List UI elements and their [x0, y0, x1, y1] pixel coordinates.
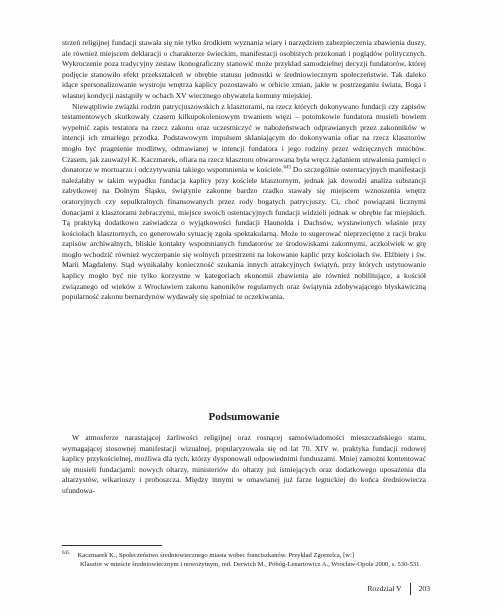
paragraph-text: Niewątpliwie związki rodzin patrycjuszowskich z klasztorami, na rzecz których dokonywano fundacji czy zapisów testamentowych skutkowały czasem kilkupokoleniowym trwaniem więzi – potomkowie fundatora musieli bowiem wypełnić zapis testatora na rzecz zakonu oraz uczestniczyć w nabożeństwach odprawianych przez zakonników w intencji ich zmarłego przodka. Podstawowym impulsem skłaniającym do dokonywania ofiar na rzecz klasztorów mogło być pragnienie modlitwy, odmawianej w intencji fundatora i jego rodziny przez wdzięcznych mnichów. Czasem, jak zauważył K. Kaczmarek, ofiara na rzecz klasztoru obwarowana była wręcz żądaniem utrwalenia pamięci o donatorze w mortuarzu i odczytywania takiego wspomnienia w kościele.	[62, 101, 426, 175]
page-number: 203	[418, 584, 430, 593]
paragraph	[62, 102, 426, 303]
section-text-block	[62, 433, 426, 497]
footnote-reference: 645	[283, 165, 291, 171]
footnote	[62, 551, 426, 569]
page-footer	[367, 583, 430, 595]
section-heading: Podsumowanie	[208, 411, 280, 423]
footnote-divider	[62, 545, 162, 546]
chapter-label: Rozdział V	[367, 583, 410, 595]
footnote-text: Klasztor w mieście średniowiecznym i nowożytnym, red. Derwich M., Pobóg-Lenartowicz A., Wrocław-Opole 2000, s. 530-531.	[80, 561, 422, 568]
main-text-block	[62, 38, 426, 303]
footnote-number: 645	[62, 550, 70, 556]
paragraph: W atmosferze narastającej żarliwości religijnej oraz rosnącej samoświadomości mieszczańskiego stanu, wymagającej stosownej manifestacji wizualnej, popularyzowała się od lat 70. XIV w. praktyka fundacji rodowej kaplicy przykościelnej, możliwa dla tych, którzy dysponowali odpowiednimi funduszami. Mniej zamożni kontentować się musieli fundacjami: nowych ołtarzy, ministeriów do ołtarzy już istniejących oraz dodatkowego uposażenia dla altarzystów, wikariuszy i proboszcza. Między innymi w omawianej już farze legnickiej do końca średniowiecza ufundowa-	[62, 433, 426, 495]
footnote-text: Kaczmarek K., Społeczeństwo średniowiecznego miasta wobec franciszkanów. Przykład Zgorzelca, [w:]	[77, 552, 355, 559]
paragraph: strzeń religijnej fundacji stawała się nie tylko środkiem wyznania wiary i narzędziem zabezpieczenia zbawienia duszy, ale również miejscem deklaracji o charakterze świeckim, manifestacji osobistych przekonań i poglądów politycznych. Wykroczenie poza tradycyjny zestaw ikonograficzny stanowić może przykład samodzielnej decyzji fundatorów, której podjęcie stanowiło efekt przekształceń w obrębie statusu jednostki w średniowiecznym społeczeństwie. Tak daleko idące spersonalizowanie wystroju wnętrza kaplicy pozostawało w orbicie zmian, jakie w postrzeganiu świata, Boga i własnej kondycji nastąpiły w ochach XV wiecznego obywatela komuny miejskiej.	[62, 38, 426, 100]
paragraph-text: Do szczególnie ostentacyjnych manifestacji należałaby w takim wypadku fundacja kaplicy przy kościele klasztornym, jednak jak dowodzi analiza substancji zabytkowej na Dolnym Śląsku, świątynie zakonne bardzo rzadko stawały się miejscem wznoszenia wnętrz oratoryjnych czy sepulkralnych finansowanych przez rody bogatych patrycjuszy. Ci, choć powiązani licznymi donacjami z klasztorami żebraczymi, miejsce swoich ostentacyjnych fundacji widzieli jednak w obrębie far miejskich. Tą praktyką dodatkowo zaświadcza o wyjątkowości fundacji Haunolda i Dachsów, wystawionych właśnie przy kościołach klasztornych, co generowało sytuację zgoła spektakularną. Może to sugerować nieprzeciętne z racji braku zapisów archiwalnych, bliskie kontakty wspomnianych fundatorów ze środowiskami zakonnymi, aczkolwiek w grę mogło wchodzić również wyczerpanie się wolnych przestrzeni na lokowanie kaplic przy kościołach św. Elżbiety i św. Marii Magdaleny. Stąd wynikałaby konieczność szukania innych atrakcyjnych świątyń, przy których ustytuowanie kaplicy mogło być nie tylko korzystne w kategoriach ekonomii zbawienia ale również nobilitujące, a kościół związanego od wieków z Wrocławiem zakonu kanoników regularnych oraz świątynia zdobywającego błyskawiczną popularność zakonu bernardynów wydawały się spełniać te oczekiwania.	[62, 165, 427, 302]
